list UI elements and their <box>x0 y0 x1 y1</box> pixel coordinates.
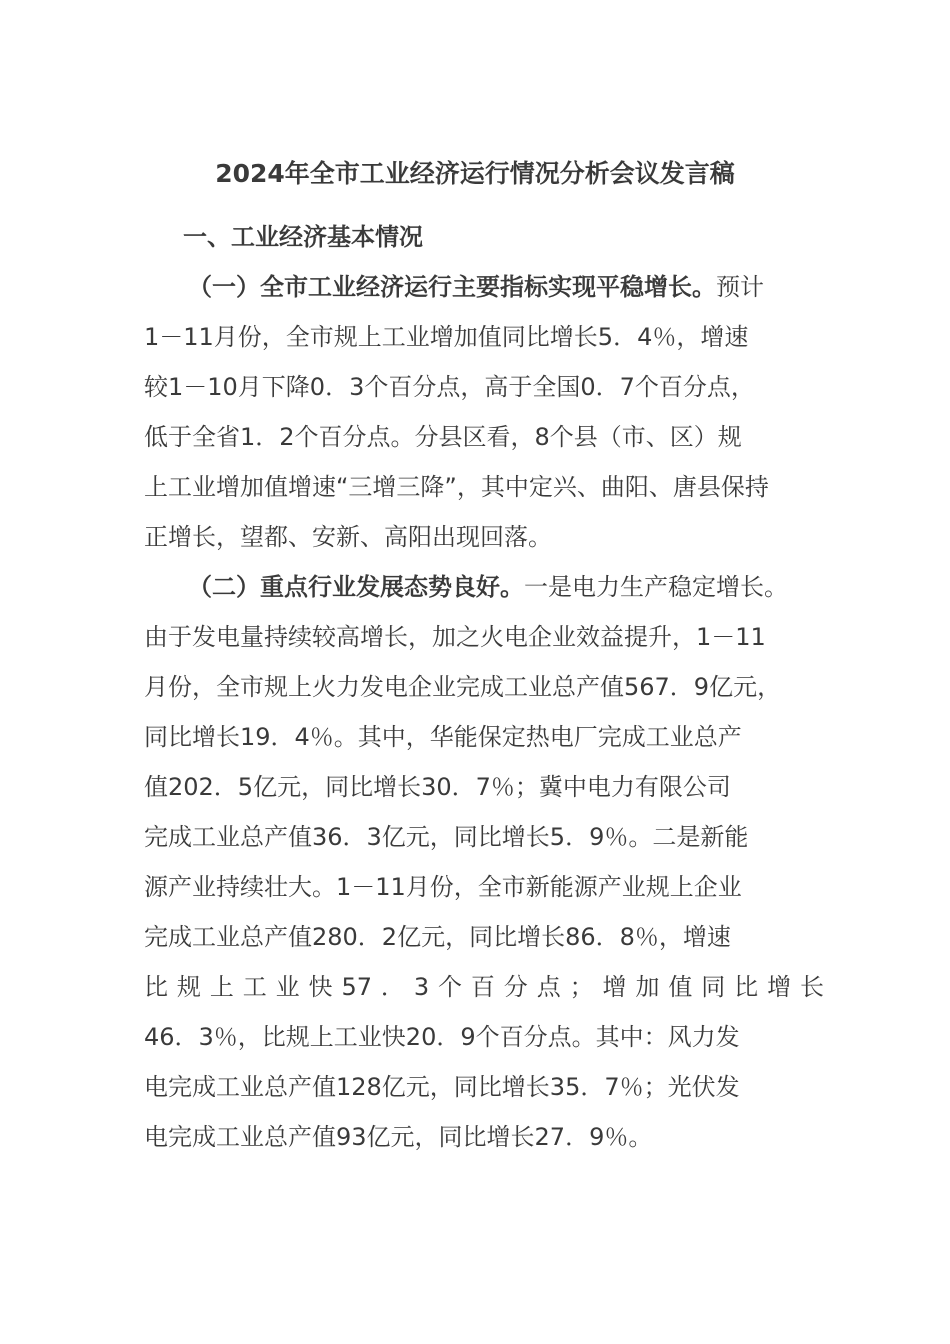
paragraph-lead: （一）全市工业经济运行主要指标实现平稳增长。 <box>188 273 716 301</box>
paragraph-text: 预计 <box>716 273 764 301</box>
paragraph-line: 电完成工业总产值93亿元，同比增长27．9％。 <box>144 1123 653 1151</box>
paragraph-line: 电完成工业总产值128亿元，同比增长35．7％；光伏发 <box>144 1073 740 1101</box>
paragraph-line <box>144 262 824 312</box>
paragraph-line <box>144 562 824 612</box>
paragraph-line: 比规上工业快57．3个百分点；增加值同比增长 <box>144 973 824 1001</box>
paragraph-line: 由于发电量持续较高增长，加之火电企业效益提升，1－11 <box>144 623 766 651</box>
section-heading: 一、工业经济基本情况 <box>183 223 423 251</box>
paragraph-text: 一是电力生产稳定增长。 <box>524 573 788 601</box>
paragraph-line: 同比增长19．4％。其中，华能保定热电厂完成工业总产 <box>144 723 742 751</box>
paragraph-line: 源产业持续壮大。1－11月份，全市新能源产业规上企业 <box>144 873 742 901</box>
paragraph-lead: （二）重点行业发展态势良好。 <box>188 573 524 601</box>
paragraph-line: 较1－10月下降0．3个百分点，高于全国0．7个百分点， <box>144 373 755 401</box>
paragraph-line: 上工业增加值增速“三增三降”，其中定兴、曲阳、唐县保持 <box>144 473 769 501</box>
paragraph-line: 完成工业总产值36．3亿元，同比增长5．9％。二是新能 <box>144 823 749 851</box>
paragraph-line: 值202．5亿元，同比增长30．7％；冀中电力有限公司 <box>144 773 731 801</box>
paragraph-2 <box>144 562 824 1162</box>
paragraph-line: 正增长，望都、安新、高阳出现回落。 <box>144 523 552 551</box>
paragraph-line: 1－11月份，全市规上工业增加值同比增长5．4％，增速 <box>144 323 749 351</box>
paragraph-line: 月份，全市规上火力发电企业完成工业总产值567．9亿元， <box>144 673 782 701</box>
paragraph-1 <box>144 262 824 562</box>
paragraph-line: 46．3％，比规上工业快20．9个百分点。其中：风力发 <box>144 1023 740 1051</box>
paragraph-line: 完成工业总产值280．2亿元，同比增长86．8％，增速 <box>144 923 731 951</box>
document-title: 2024年全市工业经济运行情况分析会议发言稿 <box>215 159 735 188</box>
paragraph-line: 低于全省1．2个百分点。分县区看，8个县（市、区）规 <box>144 423 742 451</box>
